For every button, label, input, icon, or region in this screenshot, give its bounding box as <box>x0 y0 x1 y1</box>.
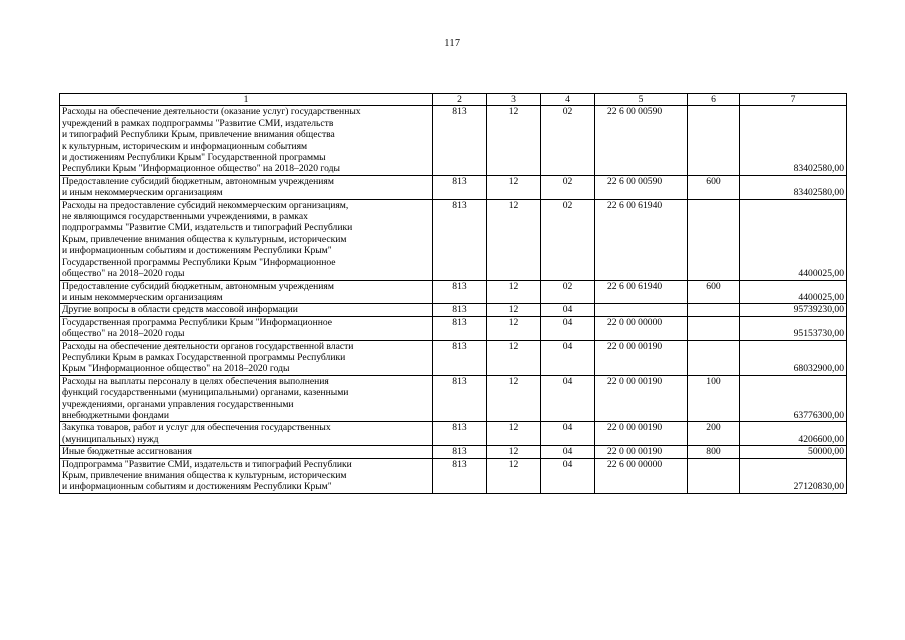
row-name-line: Предоставление субсидий бюджетным, автономным учреждениям <box>62 175 334 187</box>
row-name-line: Расходы на выплаты персоналу в целях обеспечения выполнения <box>62 375 329 387</box>
subsection-code-cell: 04 <box>541 458 595 493</box>
table-body <box>60 106 847 493</box>
row-name-line: Республики Крым "Информационное общество" на 2018–2020 годы <box>62 163 340 175</box>
budget-table <box>59 93 847 494</box>
row-name-line: общество" на 2018–2020 годы <box>62 328 185 340</box>
row-name-line: Государственной программы Республики Крым "Информационное <box>62 256 336 268</box>
table-row <box>60 458 847 493</box>
table-row <box>60 375 847 422</box>
subsection-code-cell: 04 <box>541 304 595 316</box>
expense-type-cell <box>688 199 740 280</box>
subsection-code-cell: 04 <box>541 446 595 458</box>
row-name-line: Крым "Информационное общество" на 2018–2020 годы <box>62 363 290 375</box>
target-article-cell: 22 0 00 00190 <box>595 446 688 458</box>
row-name-cell <box>60 280 433 304</box>
row-name-line: Другие вопросы в области средств массовой информации <box>62 304 298 316</box>
subsection-code-cell: 04 <box>541 340 595 375</box>
target-article-cell: 22 6 00 00000 <box>595 458 688 493</box>
expense-type-cell <box>688 316 740 340</box>
row-name-cell <box>60 422 433 446</box>
target-article-cell: 22 0 00 00000 <box>595 316 688 340</box>
subsection-code-cell: 04 <box>541 422 595 446</box>
ministry-code-cell: 813 <box>433 199 487 280</box>
row-name-line: функций государственными (муниципальными) органами, казенными <box>62 387 349 399</box>
section-code-cell: 12 <box>487 446 541 458</box>
row-name-line: учреждениями, органами управления государственными <box>62 398 294 410</box>
row-name-cell <box>60 375 433 422</box>
row-name-line: Предоставление субсидий бюджетным, автономным учреждениям <box>62 280 334 292</box>
row-name-line: Закупка товаров, работ и услуг для обеспечения государственных <box>62 422 331 434</box>
amount-cell: 95153730,00 <box>740 316 847 340</box>
subsection-code-cell: 04 <box>541 375 595 422</box>
ministry-code-cell: 813 <box>433 375 487 422</box>
amount-cell: 50000,00 <box>740 446 847 458</box>
table-row <box>60 422 847 446</box>
target-article-cell: 22 0 00 00190 <box>595 375 688 422</box>
ministry-code-cell: 813 <box>433 316 487 340</box>
amount-cell: 68032900,00 <box>740 340 847 375</box>
row-name-line: (муниципальных) нужд <box>62 433 159 445</box>
section-code-cell: 12 <box>487 422 541 446</box>
expense-type-cell <box>688 304 740 316</box>
target-article-cell: 22 0 00 00190 <box>595 340 688 375</box>
row-name-line: Расходы на обеспечение деятельности (оказание услуг) государственных <box>62 106 361 118</box>
subsection-code-cell: 02 <box>541 199 595 280</box>
row-name-line: и иным некоммерческим организациям <box>62 291 223 303</box>
row-name-line: Республики Крым в рамках Государственной программы Республики <box>62 351 346 363</box>
ministry-code-cell: 813 <box>433 446 487 458</box>
row-name-line: Иные бюджетные ассигнования <box>62 446 192 458</box>
amount-cell: 83402580,00 <box>740 106 847 175</box>
row-name-line: общество" на 2018–2020 годы <box>62 268 185 280</box>
column-header: 4 <box>541 94 595 106</box>
ministry-code-cell: 813 <box>433 280 487 304</box>
row-name-line: Государственная программа Республики Крым "Информационное <box>62 316 333 328</box>
row-name-line: подпрограммы "Развитие СМИ, издательств и типографий Республики <box>62 222 353 234</box>
row-name-cell <box>60 175 433 199</box>
row-name-line: и информационным событиям и достижениям Республики Крым" <box>62 245 332 257</box>
column-header: 1 <box>60 94 433 106</box>
subsection-code-cell: 04 <box>541 316 595 340</box>
row-name-line: и достижениям Республики Крым" Государственной программы <box>62 152 326 164</box>
target-article-cell: 22 6 00 00590 <box>595 175 688 199</box>
row-name-cell <box>60 446 433 458</box>
section-code-cell: 12 <box>487 280 541 304</box>
row-name-line: и иным некоммерческим организациям <box>62 187 223 199</box>
expense-type-cell: 600 <box>688 280 740 304</box>
table-row <box>60 340 847 375</box>
subsection-code-cell: 02 <box>541 175 595 199</box>
subsection-code-cell: 02 <box>541 280 595 304</box>
expense-type-cell: 200 <box>688 422 740 446</box>
expense-type-cell <box>688 458 740 493</box>
target-article-cell: 22 6 00 61940 <box>595 199 688 280</box>
row-name-cell <box>60 106 433 175</box>
target-article-cell: 22 6 00 61940 <box>595 280 688 304</box>
target-article-cell <box>595 304 688 316</box>
section-code-cell: 12 <box>487 199 541 280</box>
row-name-line: внебюджетными фондами <box>62 409 169 421</box>
section-code-cell: 12 <box>487 340 541 375</box>
section-code-cell: 12 <box>487 375 541 422</box>
target-article-cell: 22 6 00 00590 <box>595 106 688 175</box>
subsection-code-cell: 02 <box>541 106 595 175</box>
table-row <box>60 316 847 340</box>
amount-cell: 4400025,00 <box>740 199 847 280</box>
table-row <box>60 280 847 304</box>
section-code-cell: 12 <box>487 175 541 199</box>
row-name-line: учреждений в рамках подпрограммы "Развитие СМИ, издательств <box>62 117 334 129</box>
column-header: 6 <box>688 94 740 106</box>
row-name-line: к культурным, историческим и информационным событиям <box>62 140 308 152</box>
ministry-code-cell: 813 <box>433 304 487 316</box>
table-row <box>60 199 847 280</box>
ministry-code-cell: 813 <box>433 422 487 446</box>
ministry-code-cell: 813 <box>433 175 487 199</box>
amount-cell: 4400025,00 <box>740 280 847 304</box>
amount-cell: 4206600,00 <box>740 422 847 446</box>
amount-cell: 95739230,00 <box>740 304 847 316</box>
row-name-line: Крым, привлечение внимания общества к культурным, историческим <box>62 470 347 481</box>
section-code-cell: 12 <box>487 106 541 175</box>
ministry-code-cell: 813 <box>433 458 487 493</box>
row-name-line: Подпрограмма "Развитие СМИ, издательств и типографий Республики <box>62 458 352 470</box>
expense-type-cell <box>688 106 740 175</box>
table-row <box>60 106 847 175</box>
row-name-line: и информационным событиям и достижениям Республики Крым" <box>62 481 332 493</box>
ministry-code-cell: 813 <box>433 106 487 175</box>
table-row <box>60 304 847 316</box>
row-name-line: и типографий Республики Крым, привлечение внимания общества <box>62 129 335 141</box>
expense-type-cell: 600 <box>688 175 740 199</box>
row-name-cell <box>60 316 433 340</box>
table-header-row <box>60 94 847 106</box>
expense-type-cell: 800 <box>688 446 740 458</box>
row-name-cell <box>60 458 433 493</box>
row-name-cell <box>60 304 433 316</box>
row-name-cell <box>60 340 433 375</box>
table-row <box>60 175 847 199</box>
amount-cell: 27120830,00 <box>740 458 847 493</box>
page-number: 117 <box>444 38 461 49</box>
ministry-code-cell: 813 <box>433 340 487 375</box>
target-article-cell: 22 0 00 00190 <box>595 422 688 446</box>
table-row <box>60 446 847 458</box>
section-code-cell: 12 <box>487 304 541 316</box>
column-header: 2 <box>433 94 487 106</box>
section-code-cell: 12 <box>487 458 541 493</box>
section-code-cell: 12 <box>487 316 541 340</box>
column-header: 5 <box>595 94 688 106</box>
amount-cell: 63776300,00 <box>740 375 847 422</box>
column-header: 7 <box>740 94 847 106</box>
expense-type-cell <box>688 340 740 375</box>
column-header: 3 <box>487 94 541 106</box>
row-name-line: не являющимся государственными учреждениями, в рамках <box>62 211 308 223</box>
row-name-line: Расходы на предоставление субсидий некоммерческим организациям, <box>62 199 349 211</box>
row-name-line: Расходы на обеспечение деятельности органов государственной власти <box>62 340 354 352</box>
row-name-cell <box>60 199 433 280</box>
amount-cell: 83402580,00 <box>740 175 847 199</box>
row-name-line: Крым, привлечение внимания общества к культурным, историческим <box>62 233 347 245</box>
expense-type-cell: 100 <box>688 375 740 422</box>
